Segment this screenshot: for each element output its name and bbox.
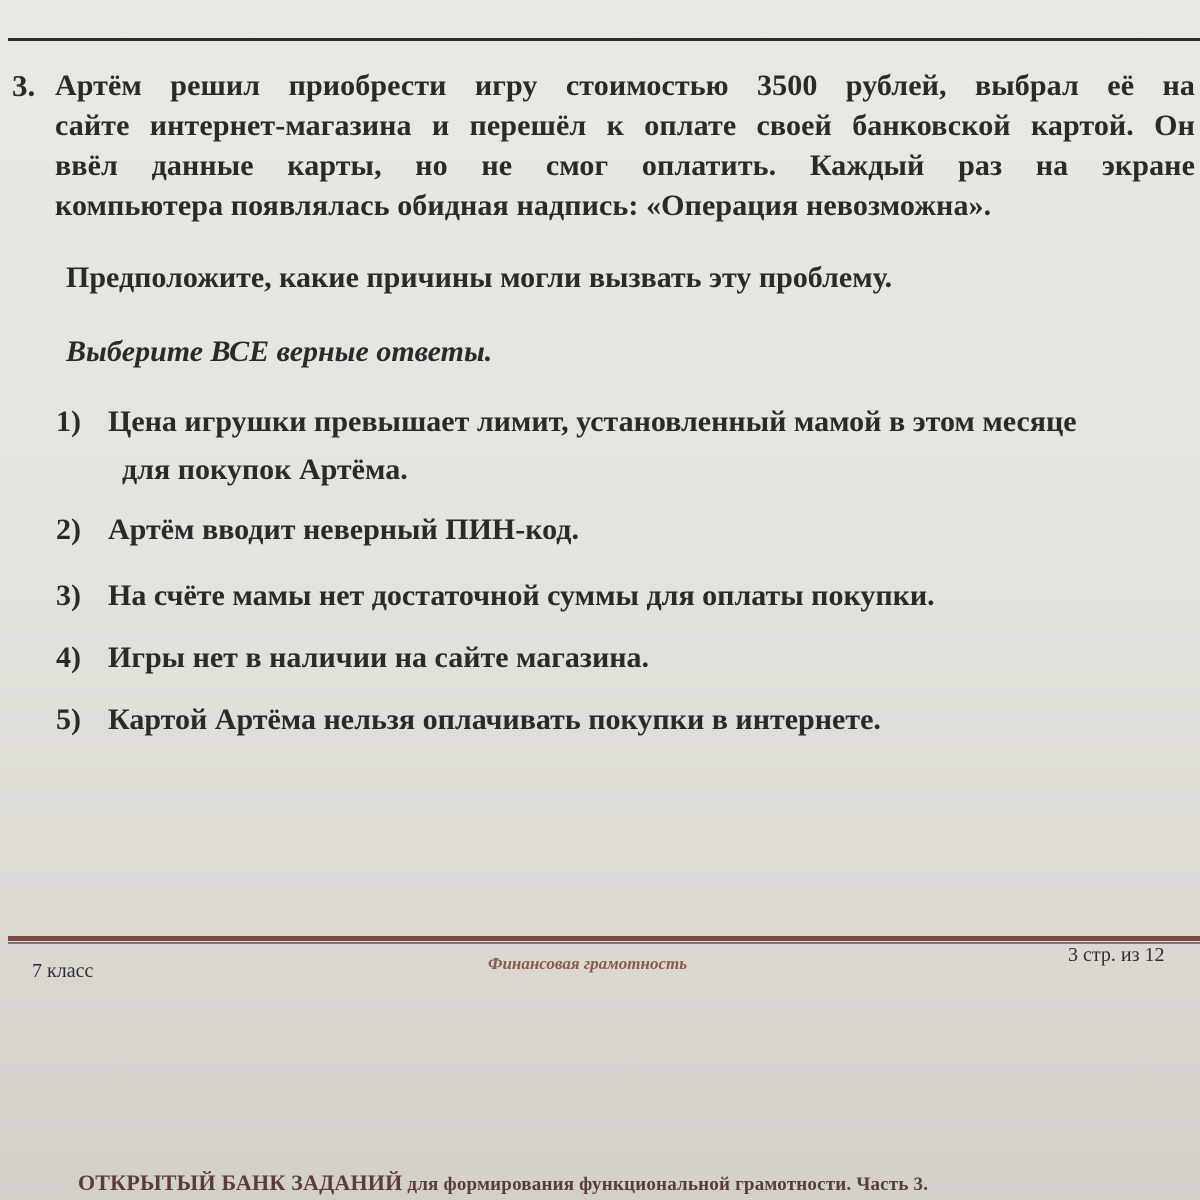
option-number: 4) xyxy=(56,641,81,674)
option-number: 1) xyxy=(56,405,81,438)
top-rule xyxy=(8,38,1200,41)
option-text: Игры нет в наличии на сайте магазина. xyxy=(108,641,650,674)
question-prompt: Предположите, какие причины могли вызвать эту проблему. xyxy=(66,261,893,294)
option-2 xyxy=(56,508,579,552)
option-3 xyxy=(56,574,935,618)
option-1 xyxy=(56,400,1077,444)
option-number: 3) xyxy=(56,579,81,612)
question-number: 3. xyxy=(12,68,36,103)
option-text: Цена игрушки превышает лимит, установленный мамой в этом месяце xyxy=(108,405,1077,438)
stem-line: Артём решил приобрести игру стоимостью 3500 рублей, выбрал её на xyxy=(55,69,1195,102)
stem-line: ввёл данные карты, но не смог оплатить. Каждый раз на экране xyxy=(55,149,1195,182)
stem-line: сайте интернет-магазина и перешёл к оплате своей банковской картой. Он xyxy=(55,109,1195,142)
option-number: 5) xyxy=(56,703,81,736)
footer-page-number: 3 стр. из 12 xyxy=(1068,944,1165,966)
option-5 xyxy=(56,698,881,742)
answer-instruction: Выберите ВСЕ верные ответы. xyxy=(66,335,493,368)
footer-rule-thin xyxy=(8,942,1200,944)
option-text: Картой Артёма нельзя оплачивать покупки в интернете. xyxy=(108,703,881,736)
stem-line: компьютера появлялась обидная надпись: «Операция невозможна». xyxy=(55,189,992,222)
question-stem xyxy=(55,66,1195,226)
bank-subtitle: для формирования функциональной грамотности. Часть 3. xyxy=(402,1174,929,1195)
option-4 xyxy=(56,636,649,680)
option-text: На счёте мамы нет достаточной суммы для оплаты покупки. xyxy=(108,579,935,612)
option-number: 2) xyxy=(56,513,81,546)
bank-title-line xyxy=(78,1170,928,1196)
option-1-continuation: для покупок Артёма. xyxy=(122,453,408,486)
bank-title: ОТКРЫТЫЙ БАНК ЗАДАНИЙ xyxy=(78,1170,403,1195)
footer-subject: Финансовая грамотность xyxy=(488,954,688,973)
footer-grade: 7 класс xyxy=(32,960,94,982)
option-text: Артём вводит неверный ПИН-код. xyxy=(108,513,579,546)
footer-rule xyxy=(8,936,1200,941)
